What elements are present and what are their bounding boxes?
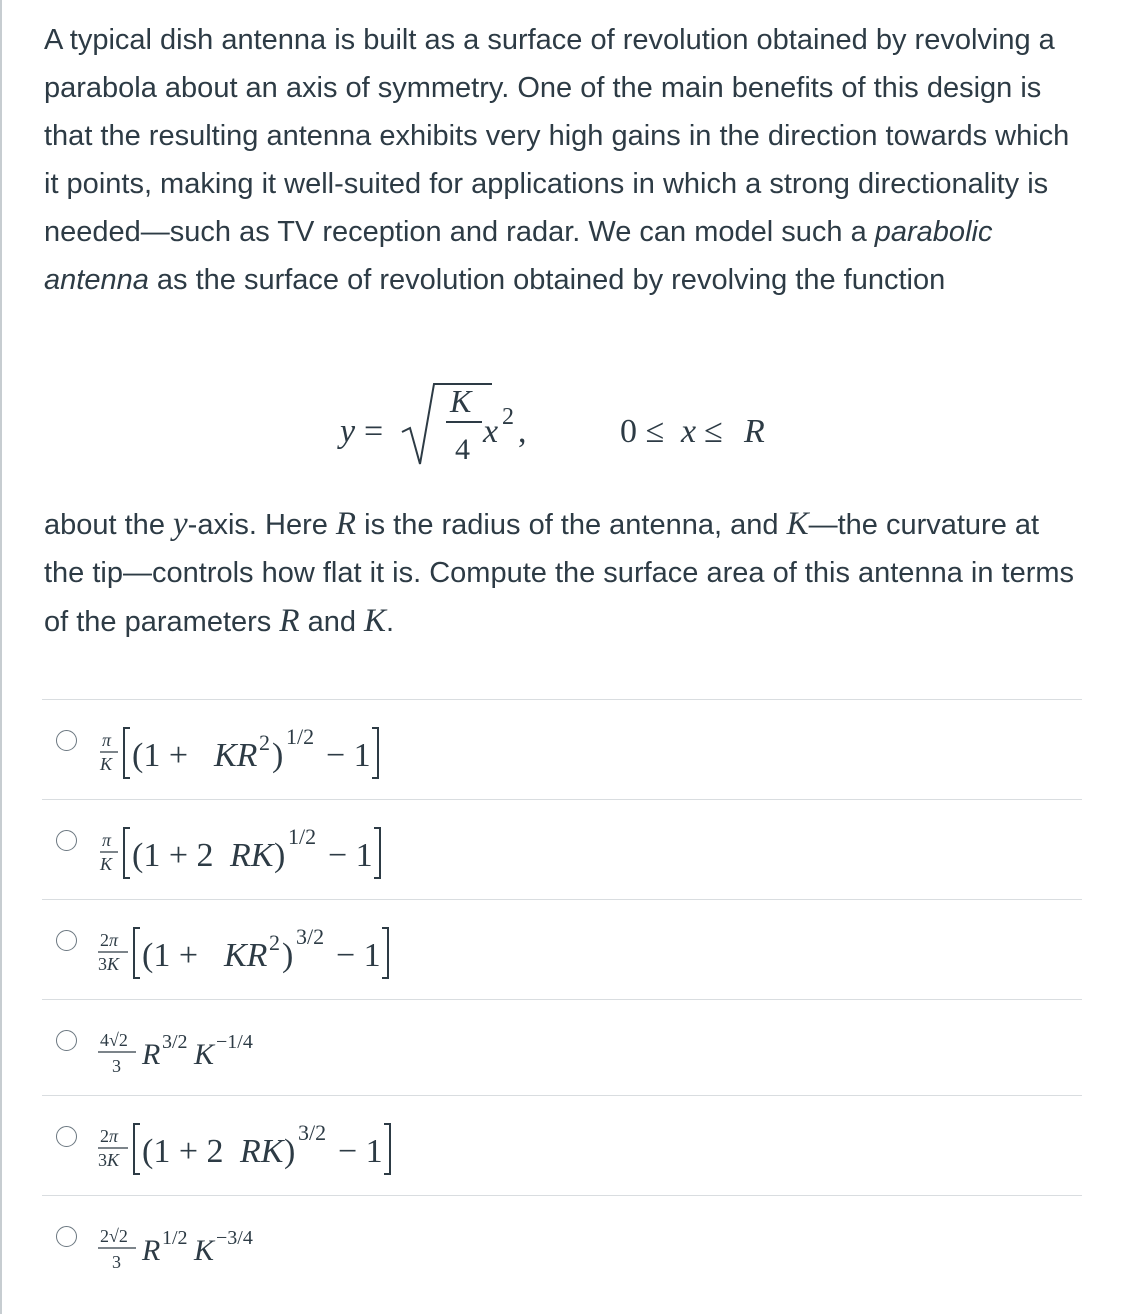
svg-text:1/2: 1/2 (286, 724, 315, 749)
radio-button[interactable] (56, 1030, 77, 1051)
function-equation (0, 372, 1122, 482)
question-paragraph-2: about the y-axis. Here R is the radius of the antenna, and K—the curvature at the tip—controls how flat it is. Compute the surface area of this antenna in terms of the parameters R and K. (44, 506, 1075, 639)
option-math (94, 808, 514, 888)
answer-option[interactable] (42, 799, 1082, 899)
svg-text:K: K (194, 1234, 215, 1267)
option-math (94, 1008, 514, 1088)
svg-text:(1 +: (1 + (142, 937, 198, 974)
svg-text:−1/4: −1/4 (216, 1031, 253, 1053)
svg-text:3: 3 (112, 1056, 121, 1076)
svg-text:2: 2 (502, 404, 514, 430)
svg-text:2: 2 (269, 930, 280, 955)
svg-text:(1 + 2: (1 + 2 (142, 1133, 224, 1170)
svg-text:(1 + 2: (1 + 2 (132, 837, 214, 874)
svg-text:− 1: − 1 (336, 937, 381, 974)
left-border (0, 0, 2, 1314)
answer-option[interactable] (42, 899, 1082, 999)
svg-text:K: K (194, 1038, 215, 1071)
svg-text:3K: 3K (98, 1150, 120, 1170)
svg-text:3: 3 (112, 1252, 121, 1272)
emphasis-parabolic-antenna: parabolic antenna (44, 216, 993, 296)
svg-text:2: 2 (259, 730, 270, 755)
svg-text:1/2: 1/2 (288, 824, 317, 849)
question-paragraph-1: A typical dish antenna is built as a surface of revolution obtained by revolving a parabola about an axis of symmetry. One of the main benefits of this design is that the resulting antenna exhibits very high gains in the direction towards which it points, making it well-suited for applications in which a strong directionality is needed—such as TV reception and radar. We can model such a parabolic antenna as the surface of revolution obtained by revolving the function (44, 24, 1070, 296)
svg-text:3/2: 3/2 (296, 924, 325, 949)
answer-options (42, 699, 1082, 1291)
svg-text:K: K (450, 383, 472, 419)
radio-button[interactable] (56, 730, 77, 751)
radio-button[interactable] (56, 830, 77, 851)
answer-option[interactable] (42, 1095, 1082, 1195)
svg-text:x: x (483, 413, 499, 450)
svg-text:): ) (272, 737, 284, 774)
svg-text:0 ≤: 0 ≤ (620, 413, 665, 450)
answer-option[interactable] (42, 1195, 1082, 1291)
radio-button[interactable] (56, 930, 77, 951)
svg-text:2π: 2π (100, 930, 119, 950)
svg-text:=: = (364, 413, 384, 450)
question-text (44, 16, 1079, 304)
svg-text:KR: KR (214, 737, 258, 774)
svg-text:R: R (744, 413, 765, 450)
svg-text:− 1: − 1 (338, 1133, 383, 1170)
svg-text:≤: ≤ (704, 413, 723, 450)
svg-text:): ) (284, 1133, 296, 1170)
svg-text:2√2: 2√2 (100, 1226, 128, 1246)
radio-button[interactable] (56, 1226, 77, 1247)
svg-text:3/2: 3/2 (298, 1120, 327, 1145)
svg-text:4: 4 (455, 433, 470, 466)
svg-text:3K: 3K (98, 954, 120, 974)
option-math (94, 708, 514, 788)
svg-text:): ) (274, 837, 286, 874)
svg-text:(1 +: (1 + (132, 737, 188, 774)
option-math (94, 1104, 514, 1184)
svg-text:K: K (100, 754, 113, 774)
svg-text:1/2: 1/2 (162, 1227, 188, 1249)
svg-text:3/2: 3/2 (162, 1031, 188, 1053)
answer-option[interactable] (42, 999, 1082, 1095)
radio-button[interactable] (56, 1126, 77, 1147)
svg-text:y: y (340, 413, 356, 450)
svg-text:): ) (282, 937, 294, 974)
svg-text:− 1: − 1 (326, 737, 371, 774)
svg-text:2π: 2π (100, 1126, 119, 1146)
svg-text:K: K (100, 854, 113, 874)
answer-option[interactable] (42, 699, 1082, 799)
svg-text:,: , (518, 413, 527, 450)
svg-text:4√2: 4√2 (100, 1030, 128, 1050)
svg-text:− 1: − 1 (328, 837, 373, 874)
option-math (94, 908, 514, 988)
svg-text:KR: KR (224, 937, 268, 974)
svg-text:R: R (142, 1234, 161, 1267)
svg-text:−3/4: −3/4 (216, 1227, 253, 1249)
svg-text:RK: RK (240, 1133, 284, 1170)
svg-text:R: R (142, 1038, 161, 1071)
option-math (94, 1204, 514, 1284)
svg-text:RK: RK (230, 837, 274, 874)
svg-text:π: π (102, 830, 112, 850)
svg-text:x: x (681, 413, 697, 450)
svg-text:π: π (102, 730, 112, 750)
